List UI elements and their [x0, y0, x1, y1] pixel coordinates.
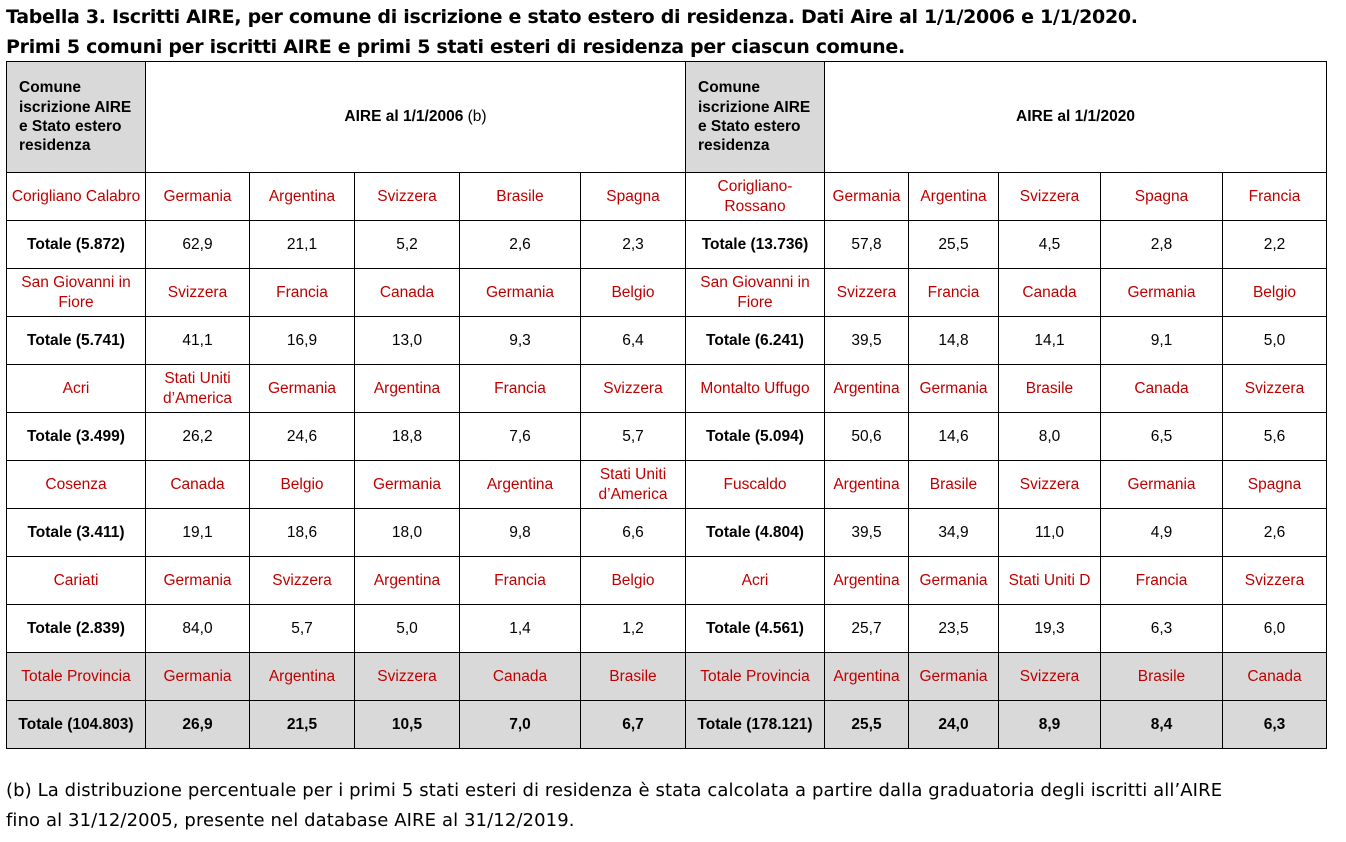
- right-row-label: Acri: [686, 557, 825, 605]
- percent-cell: 18,6: [250, 509, 355, 557]
- percent-cell: 26,2: [146, 413, 250, 461]
- country-cell: Germania: [146, 173, 250, 221]
- percent-cell: 41,1: [146, 317, 250, 365]
- aire-2006-header: [146, 62, 686, 173]
- country-cell: Svizzera: [1223, 557, 1327, 605]
- table-title: Tabella 3. Iscritti AIRE, per comune di iscrizione e stato estero di residenza. Dati Aire al 1/1/2006 e 1/1/2020.: [6, 6, 1138, 28]
- percent-cell: 18,0: [355, 509, 460, 557]
- table-row: [7, 173, 1327, 221]
- percent-cell: 25,7: [825, 605, 909, 653]
- country-cell: Francia: [1101, 557, 1223, 605]
- right-row-label: San Giovanni in Fiore: [686, 269, 825, 317]
- percent-cell: 13,0: [355, 317, 460, 365]
- table-row: [7, 221, 1327, 269]
- country-cell: Germania: [250, 365, 355, 413]
- country-cell: Brasile: [460, 173, 581, 221]
- country-cell: Belgio: [250, 461, 355, 509]
- percent-cell: 5,2: [355, 221, 460, 269]
- left-column-header: Comune iscrizione AIRE e Stato estero residenza: [7, 62, 146, 173]
- left-row-label: Totale (104.803): [7, 701, 146, 749]
- right-row-label: Totale Provincia: [686, 653, 825, 701]
- table-row: [7, 701, 1327, 749]
- country-cell: Argentina: [825, 365, 909, 413]
- aire-2020-header: AIRE al 1/1/2020: [825, 62, 1327, 173]
- percent-cell: 4,5: [999, 221, 1101, 269]
- percent-cell: 9,1: [1101, 317, 1223, 365]
- country-cell: Brasile: [909, 461, 999, 509]
- percent-cell: 7,0: [460, 701, 581, 749]
- country-cell: Svizzera: [355, 653, 460, 701]
- percent-cell: 4,9: [1101, 509, 1223, 557]
- left-row-label: San Giovanni in Fiore: [7, 269, 146, 317]
- percent-cell: 2,2: [1223, 221, 1327, 269]
- country-cell: Svizzera: [999, 653, 1101, 701]
- aire-table: [6, 61, 1327, 749]
- percent-cell: 6,4: [581, 317, 686, 365]
- percent-cell: 26,9: [146, 701, 250, 749]
- country-cell: Francia: [909, 269, 999, 317]
- percent-cell: 62,9: [146, 221, 250, 269]
- country-cell: Brasile: [999, 365, 1101, 413]
- percent-cell: 18,8: [355, 413, 460, 461]
- table-subtitle: Primi 5 comuni per iscritti AIRE e primi 5 stati esteri di residenza per ciascun comune.: [6, 36, 905, 58]
- percent-cell: 6,6: [581, 509, 686, 557]
- percent-cell: 19,1: [146, 509, 250, 557]
- right-row-label: Totale (5.094): [686, 413, 825, 461]
- right-row-label: Fuscaldo: [686, 461, 825, 509]
- percent-cell: 21,5: [250, 701, 355, 749]
- percent-cell: 34,9: [909, 509, 999, 557]
- percent-cell: 14,6: [909, 413, 999, 461]
- percent-cell: 19,3: [999, 605, 1101, 653]
- right-row-label: Totale (13.736): [686, 221, 825, 269]
- country-cell: Francia: [1223, 173, 1327, 221]
- left-row-label: Totale Provincia: [7, 653, 146, 701]
- country-cell: Belgio: [581, 269, 686, 317]
- percent-cell: 6,0: [1223, 605, 1327, 653]
- percent-cell: 5,0: [1223, 317, 1327, 365]
- table-row: [7, 413, 1327, 461]
- country-cell: Germania: [146, 653, 250, 701]
- aire-2006-label: AIRE al 1/1/2006: [344, 108, 464, 126]
- right-row-label: Totale (178.121): [686, 701, 825, 749]
- country-cell: Canada: [146, 461, 250, 509]
- country-cell: Germania: [355, 461, 460, 509]
- percent-cell: 6,3: [1223, 701, 1327, 749]
- country-cell: Spagna: [1101, 173, 1223, 221]
- country-cell: Germania: [825, 173, 909, 221]
- percent-cell: 39,5: [825, 509, 909, 557]
- percent-cell: 9,8: [460, 509, 581, 557]
- right-row-label: Totale (4.804): [686, 509, 825, 557]
- percent-cell: 8,4: [1101, 701, 1223, 749]
- aire-2006-note-ref: (b): [467, 108, 487, 126]
- percent-cell: 84,0: [146, 605, 250, 653]
- footnote-line-2: fino al 31/12/2005, presente nel database AIRE al 31/12/2019.: [6, 810, 575, 831]
- percent-cell: 24,6: [250, 413, 355, 461]
- country-cell: Brasile: [1101, 653, 1223, 701]
- percent-cell: 1,2: [581, 605, 686, 653]
- country-cell: Germania: [146, 557, 250, 605]
- percent-cell: 14,1: [999, 317, 1101, 365]
- table-row: [7, 317, 1327, 365]
- left-row-label: Totale (5.872): [7, 221, 146, 269]
- country-cell: Svizzera: [825, 269, 909, 317]
- percent-cell: 1,4: [460, 605, 581, 653]
- left-row-label: Cariati: [7, 557, 146, 605]
- percent-cell: 23,5: [909, 605, 999, 653]
- percent-cell: 57,8: [825, 221, 909, 269]
- table-row: [7, 557, 1327, 605]
- country-cell: Spagna: [581, 173, 686, 221]
- percent-cell: 9,3: [460, 317, 581, 365]
- percent-cell: 2,3: [581, 221, 686, 269]
- country-cell: Svizzera: [146, 269, 250, 317]
- footnote-line-1: (b) La distribuzione percentuale per i primi 5 stati esteri di residenza è stata calcolata a partire dalla graduatoria degli iscritti all’AIRE: [6, 780, 1223, 801]
- percent-cell: 21,1: [250, 221, 355, 269]
- country-cell: Canada: [460, 653, 581, 701]
- footnote: [6, 776, 1222, 836]
- percent-cell: 8,0: [999, 413, 1101, 461]
- left-row-label: Totale (3.499): [7, 413, 146, 461]
- percent-cell: 5,7: [250, 605, 355, 653]
- country-cell: Svizzera: [355, 173, 460, 221]
- percent-cell: 5,6: [1223, 413, 1327, 461]
- country-cell: Germania: [909, 365, 999, 413]
- country-cell: Brasile: [581, 653, 686, 701]
- left-row-label: Totale (5.741): [7, 317, 146, 365]
- country-cell: Canada: [355, 269, 460, 317]
- country-cell: Argentina: [355, 557, 460, 605]
- percent-cell: 7,6: [460, 413, 581, 461]
- country-cell: Argentina: [250, 173, 355, 221]
- percent-cell: 16,9: [250, 317, 355, 365]
- country-cell: Belgio: [581, 557, 686, 605]
- table-row: [7, 605, 1327, 653]
- country-cell: Svizzera: [999, 461, 1101, 509]
- country-cell: Francia: [460, 557, 581, 605]
- left-row-label: Cosenza: [7, 461, 146, 509]
- percent-cell: 14,8: [909, 317, 999, 365]
- percent-cell: 2,6: [460, 221, 581, 269]
- country-cell: Argentina: [825, 557, 909, 605]
- table-row: [7, 365, 1327, 413]
- percent-cell: 2,6: [1223, 509, 1327, 557]
- country-cell: Svizzera: [581, 365, 686, 413]
- table-row: [7, 653, 1327, 701]
- percent-cell: 2,8: [1101, 221, 1223, 269]
- right-row-label: Montalto Uffugo: [686, 365, 825, 413]
- country-cell: Svizzera: [250, 557, 355, 605]
- country-cell: Francia: [460, 365, 581, 413]
- percent-cell: 6,5: [1101, 413, 1223, 461]
- country-cell: Argentina: [250, 653, 355, 701]
- country-cell: Svizzera: [999, 173, 1101, 221]
- country-cell: Germania: [460, 269, 581, 317]
- country-cell: Stati Uniti D: [999, 557, 1101, 605]
- country-cell: Argentina: [909, 173, 999, 221]
- country-cell: Canada: [1101, 365, 1223, 413]
- left-row-label: Totale (3.411): [7, 509, 146, 557]
- left-row-label: Totale (2.839): [7, 605, 146, 653]
- right-row-label: Totale (4.561): [686, 605, 825, 653]
- percent-cell: 24,0: [909, 701, 999, 749]
- country-cell: Stati Uniti d’America: [581, 461, 686, 509]
- percent-cell: 50,6: [825, 413, 909, 461]
- table-row: [7, 461, 1327, 509]
- percent-cell: 10,5: [355, 701, 460, 749]
- percent-cell: 25,5: [909, 221, 999, 269]
- percent-cell: 5,7: [581, 413, 686, 461]
- percent-cell: 11,0: [999, 509, 1101, 557]
- right-column-header: Comune iscrizione AIRE e Stato estero residenza: [686, 62, 825, 173]
- table-row: [7, 269, 1327, 317]
- percent-cell: 25,5: [825, 701, 909, 749]
- left-row-label: Corigliano Calabro: [7, 173, 146, 221]
- country-cell: Argentina: [460, 461, 581, 509]
- country-cell: Francia: [250, 269, 355, 317]
- country-cell: Spagna: [1223, 461, 1327, 509]
- percent-cell: 6,3: [1101, 605, 1223, 653]
- right-row-label: Totale (6.241): [686, 317, 825, 365]
- percent-cell: 6,7: [581, 701, 686, 749]
- country-cell: Stati Uniti d’America: [146, 365, 250, 413]
- country-cell: Canada: [999, 269, 1101, 317]
- header-row: [7, 62, 1327, 173]
- country-cell: Svizzera: [1223, 365, 1327, 413]
- country-cell: Germania: [909, 557, 999, 605]
- country-cell: Germania: [1101, 461, 1223, 509]
- country-cell: Argentina: [825, 653, 909, 701]
- table-row: [7, 509, 1327, 557]
- country-cell: Belgio: [1223, 269, 1327, 317]
- country-cell: Germania: [909, 653, 999, 701]
- country-cell: Argentina: [825, 461, 909, 509]
- percent-cell: 39,5: [825, 317, 909, 365]
- country-cell: Germania: [1101, 269, 1223, 317]
- country-cell: Canada: [1223, 653, 1327, 701]
- right-row-label: Corigliano-Rossano: [686, 173, 825, 221]
- country-cell: Argentina: [355, 365, 460, 413]
- percent-cell: 8,9: [999, 701, 1101, 749]
- percent-cell: 5,0: [355, 605, 460, 653]
- left-row-label: Acri: [7, 365, 146, 413]
